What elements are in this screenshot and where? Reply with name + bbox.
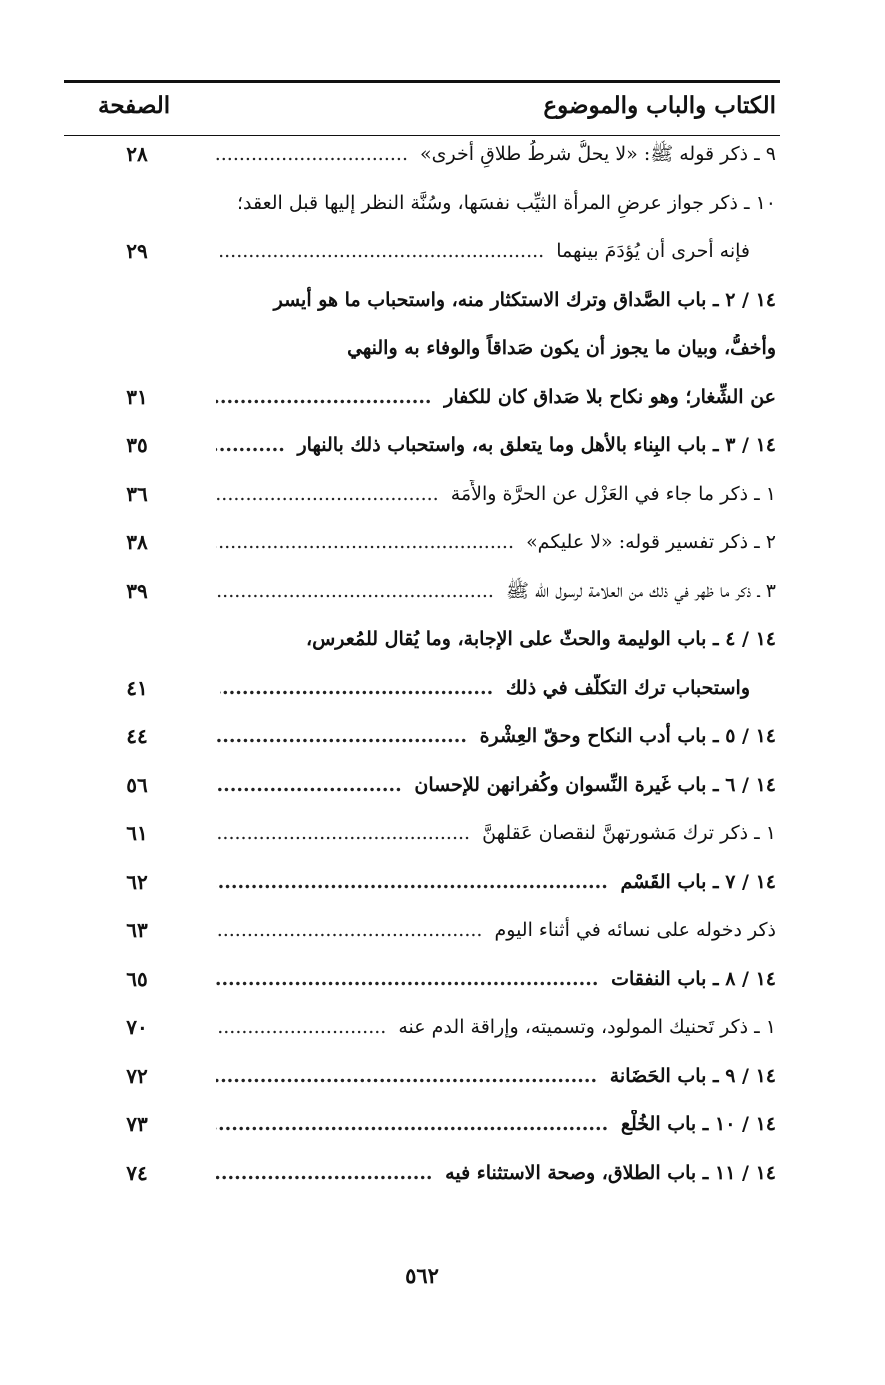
toc-page-number: ٣٥ xyxy=(126,433,148,457)
toc-entry-text: ذكر دخوله على نسائه في أثناء اليوم xyxy=(488,919,776,941)
toc-page-number: ٦١ xyxy=(126,821,148,845)
toc-entry-line xyxy=(216,383,776,413)
toc-entry-text: ١ ـ ذكر تَحنيك المولود، وتسميته، وإراقة الدم عنه xyxy=(392,1016,776,1038)
toc-entry-text: ١٠ ـ ذكر جواز عرضِ المرأة الثيِّب نفسَها، وسُنَّة النظر إليها قبل العقد؛ xyxy=(231,192,776,214)
toc-entry-text: ١٤ / ٦ ـ باب غَيرة النِّسوان وكُفرانهن للإحسان xyxy=(408,774,776,796)
toc-entry-text: ٢ ـ ذكر تفسير قوله: «لا عليكم» xyxy=(520,531,776,553)
toc-page-number: ٣٩ xyxy=(126,578,148,603)
toc-entry-line xyxy=(216,140,776,170)
toc-page-number: ٢٨ xyxy=(126,142,148,166)
toc-entry-line xyxy=(216,528,776,558)
toc-entry-line xyxy=(216,819,776,849)
toc-entry-line xyxy=(216,1159,776,1189)
toc-entry-text: ١٤ / ٧ ـ باب القَسْم xyxy=(615,871,776,893)
toc-page-number: ٣١ xyxy=(126,384,148,409)
toc-entry-line xyxy=(216,1062,776,1092)
toc-entry-text: عن الشِّغار؛ وهو نكاح بلا صَداق كان للكفار xyxy=(438,386,776,408)
toc-entry-text: ١٤ / ١٠ ـ باب الخُلْع xyxy=(615,1113,776,1135)
toc-entry-line xyxy=(216,1110,776,1140)
toc-entry-text: فإنه أحرى أن يُؤدَمَ بينهما xyxy=(550,240,750,262)
header-rule xyxy=(64,135,780,136)
toc-entry-text: ١٤ / ٩ ـ باب الحَضَانة xyxy=(604,1065,776,1087)
toc-entry-text: ١ ـ ذكر ترك مَشورتهنَّ لنقصان عَقلهنَّ xyxy=(476,822,776,844)
toc-page-number: ٤٤ xyxy=(126,724,148,748)
toc-page-number: ٦٥ xyxy=(126,966,148,991)
toc-entry-line xyxy=(220,237,750,267)
toc-entry-text: ١٤ / ٨ ـ باب النفقات xyxy=(605,968,776,990)
toc-entry-line xyxy=(216,1013,776,1043)
toc-entry-line xyxy=(216,868,776,898)
toc-page-number: ٧٣ xyxy=(126,1112,148,1136)
toc-page-number: ٦٣ xyxy=(126,918,148,942)
toc-page-number: ٧٢ xyxy=(126,1063,148,1088)
toc-page xyxy=(64,80,780,1310)
toc-page-number: ٣٨ xyxy=(126,530,148,554)
toc-entry-text: ٣ ـ ذكر ما ظهر في ذلك من العلامة لرسول الله ﷺ xyxy=(500,580,776,602)
toc-entry-line xyxy=(216,722,776,752)
toc-entry-text: ١٤ / ٢ ـ باب الصَّداق وترك الاستكثار منه، واستحباب ما هو أيسر xyxy=(268,289,776,311)
toc-page-number: ٧٤ xyxy=(126,1160,148,1185)
toc-entry-line xyxy=(216,431,776,461)
toc-page-number: ٥٦ xyxy=(126,772,148,797)
toc-entry-line xyxy=(216,577,776,607)
toc-header xyxy=(64,92,780,130)
toc-entry-text: ١٤ / ٥ ـ باب أدب النكاح وحقّ العِشْرة xyxy=(474,725,776,747)
top-rule xyxy=(64,80,780,83)
toc-entry-line xyxy=(216,965,776,995)
toc-entry-line xyxy=(216,189,776,219)
toc-page-number: ٤١ xyxy=(126,675,148,700)
toc-entry-text: ٩ ـ ذكر قوله ﷺ: «لا يحلُّ شرطُ طلاقِ أخرى» xyxy=(414,143,776,165)
toc-page-number: ٦٢ xyxy=(126,869,148,894)
header-title: الكتاب والباب والموضوع xyxy=(543,92,776,119)
toc-entry-text: واستحباب ترك التكلُّف في ذلك xyxy=(500,677,750,699)
toc-entry-line xyxy=(216,771,776,801)
toc-entry-line xyxy=(220,674,750,704)
toc-page-number: ٣٦ xyxy=(126,481,148,506)
toc-entry-line xyxy=(216,625,776,655)
toc-entry-text: ١ ـ ذكر ما جاء في العَزْل عن الحرَّة والأَمَة xyxy=(445,483,776,505)
toc-entry-text: ١٤ / ٤ ـ باب الوليمة والحثّ على الإجابة، وما يُقال للمُعرس، xyxy=(300,628,776,650)
toc-entry-line xyxy=(216,286,776,316)
toc-entry-text: ١٤ / ٣ ـ باب البِناء بالأهل وما يتعلق به، واستحباب ذلك بالنهار xyxy=(291,434,776,456)
toc-page-number: ٧٠ xyxy=(126,1015,148,1039)
toc-entry-text: وأخفُّ، وبيان ما يجوز أن يكون صَداقاً والوفاء به والنهي xyxy=(341,337,776,359)
page-number: ٥٦٢ xyxy=(405,1263,439,1288)
toc-entry-text: ١٤ / ١١ ـ باب الطلاق، وصحة الاستثناء فيه xyxy=(439,1162,776,1184)
header-page-column: الصفحة xyxy=(98,92,171,119)
toc-page-number: ٢٩ xyxy=(126,239,148,263)
toc-entry-line xyxy=(216,480,776,510)
toc-entry-line xyxy=(216,334,776,364)
toc-entry-line xyxy=(216,916,776,946)
